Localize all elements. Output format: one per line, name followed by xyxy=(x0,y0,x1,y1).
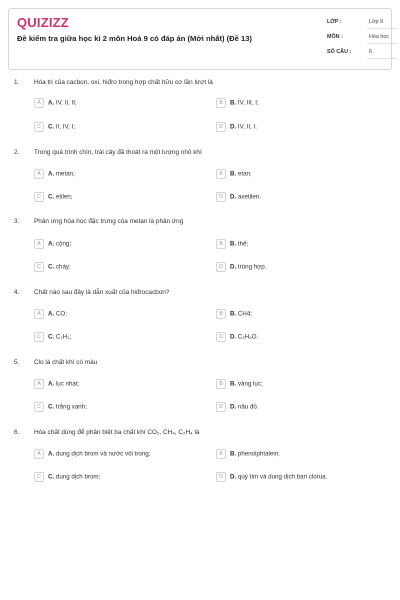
option-label: A. xyxy=(48,99,55,107)
meta-value: Hóa học xyxy=(369,34,390,40)
option-a[interactable] xyxy=(34,309,67,319)
option-label: D. xyxy=(230,403,237,411)
option-label: D. xyxy=(230,333,237,341)
option-text: metan; xyxy=(54,170,75,178)
option-label: D. xyxy=(230,193,237,201)
option-c[interactable] xyxy=(34,402,87,412)
option-letter-box[interactable]: A xyxy=(34,169,44,179)
option-b[interactable] xyxy=(216,309,252,319)
option-a[interactable] xyxy=(34,169,75,179)
option-label: B. xyxy=(230,240,237,248)
option-text: trùng hợp. xyxy=(236,263,267,271)
meta-underline xyxy=(367,58,397,59)
meta-key: MÔN : xyxy=(327,34,343,40)
question-number: 2. xyxy=(14,149,20,156)
option-text: IV, II, II; xyxy=(54,99,77,107)
option-text: IV, II, I. xyxy=(236,123,257,131)
option-label: C. xyxy=(48,193,55,201)
meta-key: SỐ CÂU : xyxy=(327,49,352,55)
question-number: 4. xyxy=(14,289,20,296)
meta-underline xyxy=(367,43,397,44)
option-letter-box[interactable]: A xyxy=(34,239,44,249)
worksheet-header xyxy=(8,8,392,70)
option-text: C₂H₆O. xyxy=(236,333,259,341)
option-label: A. xyxy=(48,380,55,388)
option-b[interactable] xyxy=(216,239,248,249)
meta-key: LỚP : xyxy=(327,19,342,25)
option-b[interactable] xyxy=(216,169,252,179)
option-letter-box[interactable]: C xyxy=(34,332,44,342)
option-letter-box[interactable]: C xyxy=(34,122,44,132)
option-label: C. xyxy=(48,403,55,411)
option-letter-box[interactable]: D xyxy=(216,262,226,272)
meta-value: 6 xyxy=(369,49,372,55)
option-text: phenolphtalein; xyxy=(236,450,280,458)
option-text: etilen; xyxy=(54,193,73,201)
option-a[interactable] xyxy=(34,449,150,459)
option-text: trắng xanh; xyxy=(54,403,87,411)
option-letter-box[interactable]: A xyxy=(34,379,44,389)
option-d[interactable] xyxy=(216,122,257,132)
option-b[interactable] xyxy=(216,449,280,459)
option-label: B. xyxy=(230,170,237,178)
option-label: C. xyxy=(48,263,55,271)
option-c[interactable] xyxy=(34,332,71,342)
option-text: etan; xyxy=(236,170,252,178)
option-text: CO; xyxy=(54,310,67,318)
option-letter-box[interactable]: C xyxy=(34,192,44,202)
option-c[interactable] xyxy=(34,472,100,482)
option-letter-box[interactable]: B xyxy=(216,169,226,179)
meta-row-count xyxy=(327,45,397,60)
option-label: B. xyxy=(230,310,237,318)
option-label: C. xyxy=(48,473,55,481)
option-letter-box[interactable]: B xyxy=(216,379,226,389)
option-letter-box[interactable]: D xyxy=(216,402,226,412)
option-d[interactable] xyxy=(216,472,327,482)
question-text: Hóa trị của cacbon, oxi, hiđro trong hợp chất hữu cơ lần lượt là xyxy=(34,79,213,86)
option-letter-box[interactable]: B xyxy=(216,309,226,319)
option-text: IV, III, I; xyxy=(236,99,259,107)
option-text: nâu đỏ. xyxy=(236,403,259,411)
option-text: CH4; xyxy=(236,310,253,318)
worksheet-title: Đề kiểm tra giữa học kì 2 môn Hoá 9 có đáp án (Mới nhất) (Đề 13) xyxy=(17,34,252,43)
option-text: thế; xyxy=(236,240,249,248)
option-a[interactable] xyxy=(34,239,71,249)
option-label: B. xyxy=(230,380,237,388)
option-letter-box[interactable]: C xyxy=(34,402,44,412)
option-letter-box[interactable]: C xyxy=(34,262,44,272)
option-label: A. xyxy=(48,450,55,458)
option-text: cháy; xyxy=(54,263,71,271)
option-text: II, IV, I; xyxy=(54,123,75,131)
option-letter-box[interactable]: D xyxy=(216,472,226,482)
question-text: Clo là chất khí có màu xyxy=(34,359,98,366)
option-a[interactable] xyxy=(34,379,79,389)
meta-row-class xyxy=(327,15,397,30)
question-number: 5. xyxy=(14,359,20,366)
option-label: A. xyxy=(48,170,55,178)
meta-row-subject xyxy=(327,30,397,45)
option-label: B. xyxy=(230,99,237,107)
option-text: cộng; xyxy=(54,240,72,248)
option-text: dung dịch brom và nước vôi trong; xyxy=(54,450,151,458)
option-a[interactable] xyxy=(34,98,77,108)
option-label: B. xyxy=(230,450,237,458)
question-text: Chất nào sau đây là dẫn xuất của hiđrocacbon? xyxy=(34,289,170,296)
option-letter-box[interactable]: D xyxy=(216,192,226,202)
option-letter-box[interactable]: C xyxy=(34,472,44,482)
option-letter-box[interactable]: A xyxy=(34,309,44,319)
option-text: quỳ tím và dung dịch bari clorua. xyxy=(236,473,328,481)
option-c[interactable] xyxy=(34,262,71,272)
option-label: D. xyxy=(230,263,237,271)
question-number: 6. xyxy=(14,429,20,436)
option-d[interactable] xyxy=(216,402,259,412)
quizizz-logo: QUIZIZZ xyxy=(17,15,69,30)
option-letter-box[interactable]: B xyxy=(216,239,226,249)
option-d[interactable] xyxy=(216,332,258,342)
option-b[interactable] xyxy=(216,379,263,389)
option-letter-box[interactable]: D xyxy=(216,122,226,132)
option-label: D. xyxy=(230,123,237,131)
option-letter-box[interactable]: B xyxy=(216,449,226,459)
option-letter-box[interactable]: A xyxy=(34,98,44,108)
question-number: 3. xyxy=(14,218,20,225)
option-label: C. xyxy=(48,333,55,341)
option-d[interactable] xyxy=(216,262,266,272)
option-text: vàng lục; xyxy=(236,380,263,388)
option-letter-box[interactable]: D xyxy=(216,332,226,342)
option-b[interactable] xyxy=(216,98,259,108)
option-label: D. xyxy=(230,473,237,481)
option-label: A. xyxy=(48,240,55,248)
question-text: Trong quá trình chín, trái cây đã thoát ra một lượng nhỏ khí xyxy=(34,149,202,156)
option-text: axetilen. xyxy=(236,193,261,201)
option-text: C₂H₂; xyxy=(54,333,72,341)
option-letter-box[interactable]: B xyxy=(216,98,226,108)
question-number: 1. xyxy=(14,79,20,86)
option-text: dung dịch brom; xyxy=(54,473,101,481)
option-c[interactable] xyxy=(34,192,72,202)
meta-underline xyxy=(367,28,397,29)
question-text: Phản ứng hóa học đặc trưng của metan là phản ứng xyxy=(34,218,184,225)
worksheet-meta xyxy=(327,15,397,60)
meta-value: Lớp 9 xyxy=(369,19,384,25)
option-label: A. xyxy=(48,310,55,318)
option-label: C. xyxy=(48,123,55,131)
question-text: Hóa chất dùng để phân biệt ba chất khí CO₂, CH₄, C₂H₄ là xyxy=(34,429,200,436)
option-text: lục nhạt; xyxy=(54,380,80,388)
option-letter-box[interactable]: A xyxy=(34,449,44,459)
option-d[interactable] xyxy=(216,192,261,202)
option-c[interactable] xyxy=(34,122,75,132)
